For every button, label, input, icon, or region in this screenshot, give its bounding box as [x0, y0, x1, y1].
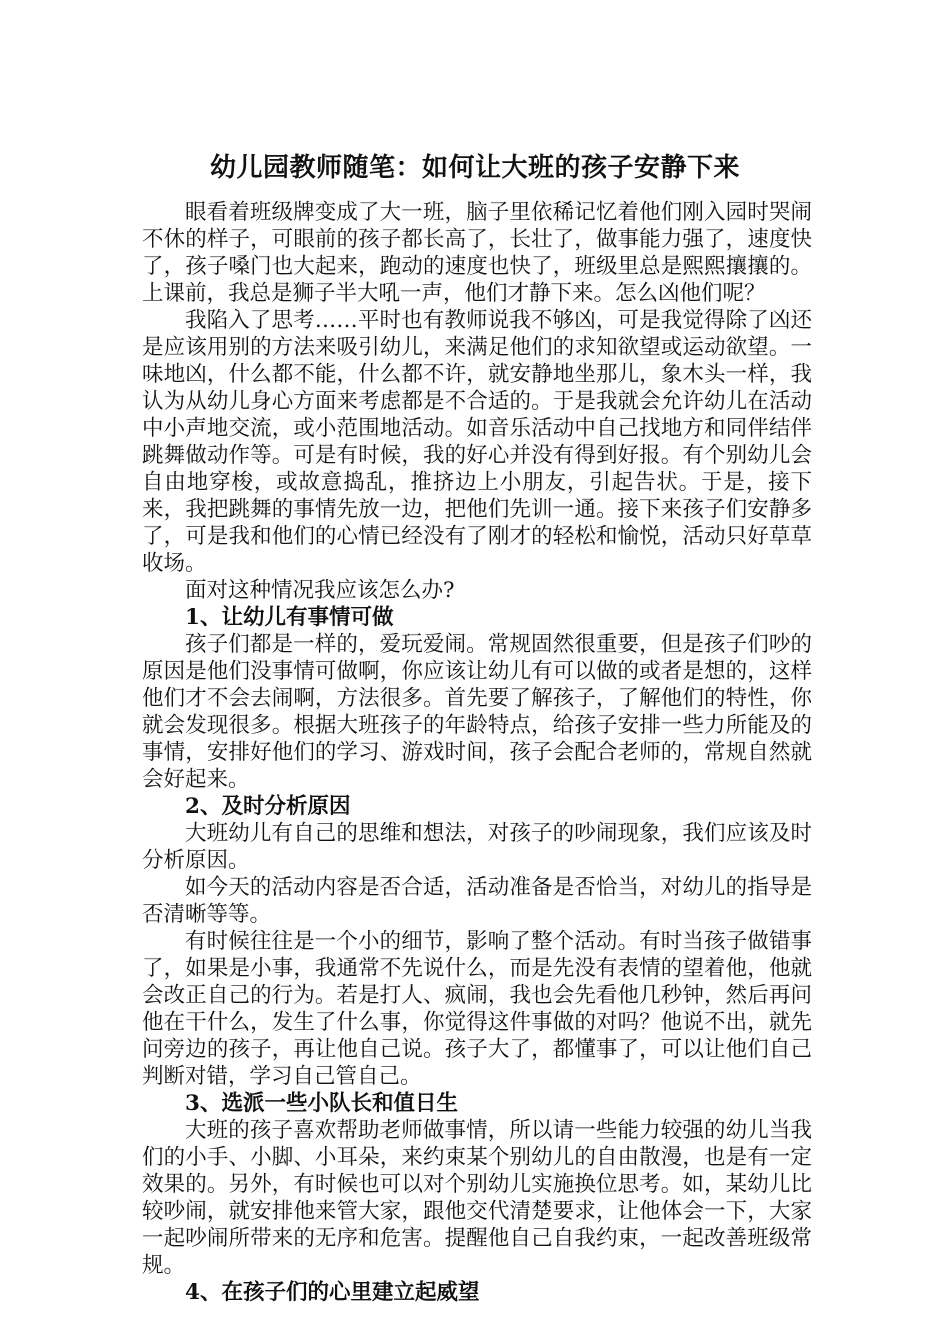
document-title: 幼儿园教师随笔：如何让大班的孩子安静下来: [209, 153, 740, 184]
section-heading-2: 2、及时分析原因: [185, 794, 351, 819]
section-2-paragraph-2: 如今天的活动内容是否合适，活动准备是否恰当，对幼儿的指导是否清晰等等。: [142, 875, 812, 927]
section-heading-1: 1、让幼儿有事情可做: [185, 605, 394, 630]
question-paragraph: 面对这种情况我应该怎么办?: [185, 578, 455, 603]
section-2-paragraph-1: 大班幼儿有自己的思维和想法，对孩子的吵闹现象，我们应该及时分析原因。: [142, 821, 812, 873]
section-2-paragraph-3: 有时候往往是一个小的细节，影响了整个活动。有时当孩子做错事了，如果是小事，我通常不先说什么，而是先没有表情的望着他，他就会改正自己的行为。若是打人、疯闹，我也会先看他几秒钟，然后再问他在干什么，发生了什么事，你觉得这件事做的对吗？他说不出，就先问旁边的孩子，再让他自己说。孩子大了，都懂事了，可以让他们自己判断对错，学习自己管自己。: [142, 929, 812, 1089]
section-1-paragraph: 孩子们都是一样的，爱玩爱闹。常规固然很重要，但是孩子们吵的原因是他们没事情可做啊，你应该让幼儿有可以做的或者是想的，这样他们才不会去闹啊，方法很多。首先要了解孩子，了解他们的特性，你就会发现很多。根据大班孩子的年龄特点，给孩子安排一些力所能及的事情，安排好他们的学习、游戏时间，孩子会配合老师的，常规自然就会好起来。: [142, 632, 812, 792]
document-body: [142, 199, 812, 1306]
intro-paragraph: 眼看着班级牌变成了大一班，脑子里依稀记忆着他们刚入园时哭闹不休的样子，可眼前的孩子都长高了，长壮了，做事能力强了，速度快了，孩子嗓门也大起来，跑动的速度也快了，班级里总是熙熙攘攘的。上课前，我总是狮子半大吼一声，他们才静下来。怎么凶他们呢？: [142, 200, 812, 306]
section-heading-3: 3、选派一些小队长和值日生: [185, 1091, 458, 1116]
reflection-paragraph: 我陷入了思考……平时也有教师说我不够凶，可是我觉得除了凶还是应该用别的方法来吸引幼儿，来满足他们的求知欲望或运动欲望。一味地凶，什么都不能，什么都不许，就安静地坐那儿，象木头一样，我认为从幼儿身心方面来考虑都是不合适的。于是我就会允许幼儿在活动中小声地交流，或小范围地活动。如音乐活动中自己找地方和同伴结伴跳舞做动作等。可是有时候，我的好心并没有得到好报。有个别幼儿会自由地穿梭，或故意捣乱，推挤边上小朋友，引起告状。于是，接下来，我把跳舞的事情先放一边，把他们先训一通。接下来孩子们安静多了，可是我和他们的心情已经没有了刚才的轻松和愉悦，活动只好草草收场。: [142, 308, 812, 576]
section-3-paragraph: 大班的孩子喜欢帮助老师做事情，所以请一些能力较强的幼儿当我们的小手、小脚、小耳朵，来约束某个别幼儿的自由散漫，也是有一定效果的。另外，有时候也可以对个别幼儿实施换位思考。如，某幼儿比较吵闹，就安排他来管大家，跟他交代清楚要求，让他体会一下，大家一起吵闹所带来的无序和危害。提醒他自己自我约束，一起改善班级常规。: [142, 1118, 812, 1278]
section-heading-4: 4、在孩子们的心里建立起威望: [185, 1280, 480, 1305]
